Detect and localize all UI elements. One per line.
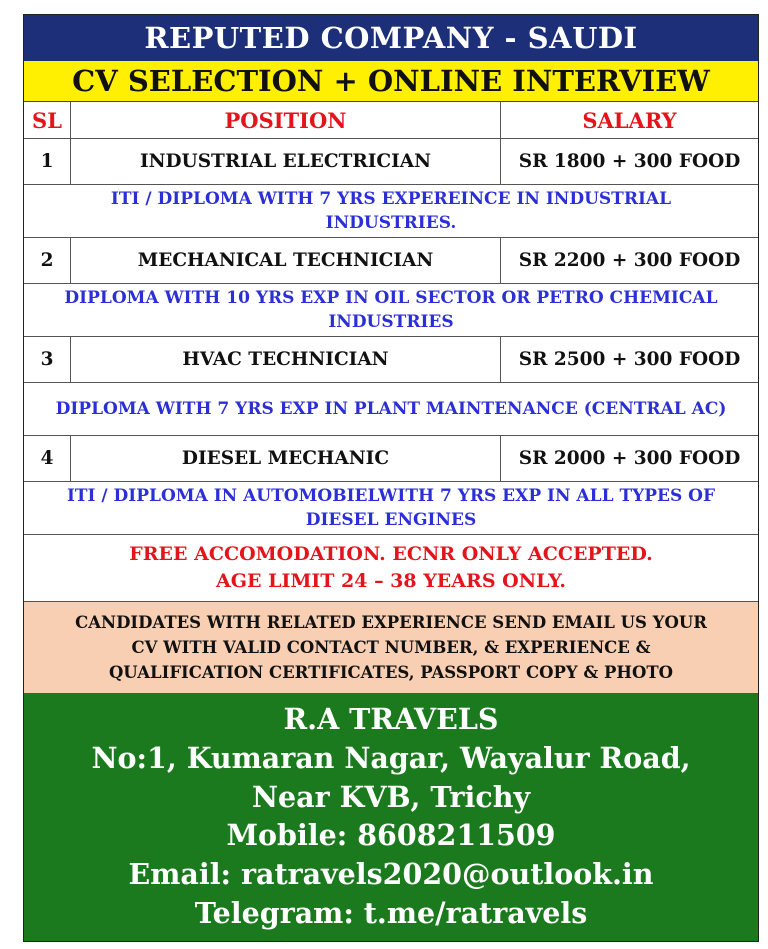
email-address: Email: ratravels2020@outlook.in (128, 857, 654, 892)
job-poster (23, 14, 759, 942)
row-salary: SR 2500 + 300 FOOD (518, 349, 741, 370)
row-position: HVAC TECHNICIAN (71, 337, 501, 382)
row-sl: 3 (24, 337, 71, 382)
poster-subtitle: CV SELECTION + ONLINE INTERVIEW (24, 61, 758, 102)
instruction-line: QUALIFICATION CERTIFICATES, PASSPORT COPY & PHOTO (108, 663, 674, 682)
notice-line: FREE ACCOMODATION. ECNR ONLY ACCEPTED. (129, 543, 653, 565)
table-row (24, 436, 758, 482)
row-salary: SR 2200 + 300 FOOD (518, 250, 741, 271)
row-salary: SR 2000 + 300 FOOD (518, 448, 741, 469)
application-instructions (24, 602, 758, 693)
row-position: INDUSTRIAL ELECTRICIAN (71, 139, 501, 184)
row-requirement (24, 482, 758, 535)
row-requirement (24, 284, 758, 337)
table-row (24, 337, 758, 383)
accommodation-notice (24, 535, 758, 602)
requirement-line: ITI / DIPLOMA IN AUTOMOBIELWITH 7 YRS EXP IN ALL TYPES OF (66, 486, 716, 506)
row-salary: SR 1800 + 300 FOOD (518, 151, 741, 172)
row-requirement (24, 383, 758, 436)
requirement-line: DIPLOMA WITH 7 YRS EXP IN PLANT MAINTENANCE (CENTRAL AC) (55, 399, 727, 419)
table-row (24, 139, 758, 185)
contact-footer (24, 693, 758, 941)
row-position: MECHANICAL TECHNICIAN (71, 238, 501, 283)
address-line: No:1, Kumaran Nagar, Wayalur Road, (91, 740, 691, 775)
row-requirement (24, 185, 758, 238)
telegram-link: Telegram: t.me/ratravels (194, 896, 588, 931)
column-header-salary: SALARY (582, 107, 677, 133)
company-name: R.A TRAVELS (283, 701, 499, 736)
row-position: DIESEL MECHANIC (71, 436, 501, 481)
row-sl: 2 (24, 238, 71, 283)
table-header-row (24, 102, 758, 139)
requirement-line: INDUSTRIES. (325, 213, 457, 233)
table-row (24, 238, 758, 284)
requirement-line: ITI / DIPLOMA WITH 7 YRS EXPEREINCE IN INDUSTRIAL (110, 189, 672, 209)
requirement-line: DIPLOMA WITH 10 YRS EXP IN OIL SECTOR OR PETRO CHEMICAL (64, 288, 718, 308)
instruction-line: CANDIDATES WITH RELATED EXPERIENCE SEND EMAIL US YOUR (75, 613, 707, 632)
column-header-sl: SL (24, 102, 71, 138)
notice-line: AGE LIMIT 24 – 38 YEARS ONLY. (216, 570, 566, 592)
row-sl: 1 (24, 139, 71, 184)
address-line: Near KVB, Trichy (251, 779, 530, 814)
mobile-number: Mobile: 8608211509 (226, 818, 556, 853)
row-sl: 4 (24, 436, 71, 481)
column-header-position: POSITION (71, 102, 501, 138)
requirement-line: DIESEL ENGINES (305, 510, 477, 530)
requirement-line: INDUSTRIES (328, 312, 454, 332)
instruction-line: CV WITH VALID CONTACT NUMBER, & EXPERIENCE & (131, 638, 651, 657)
poster-title: REPUTED COMPANY - SAUDI (24, 15, 758, 61)
